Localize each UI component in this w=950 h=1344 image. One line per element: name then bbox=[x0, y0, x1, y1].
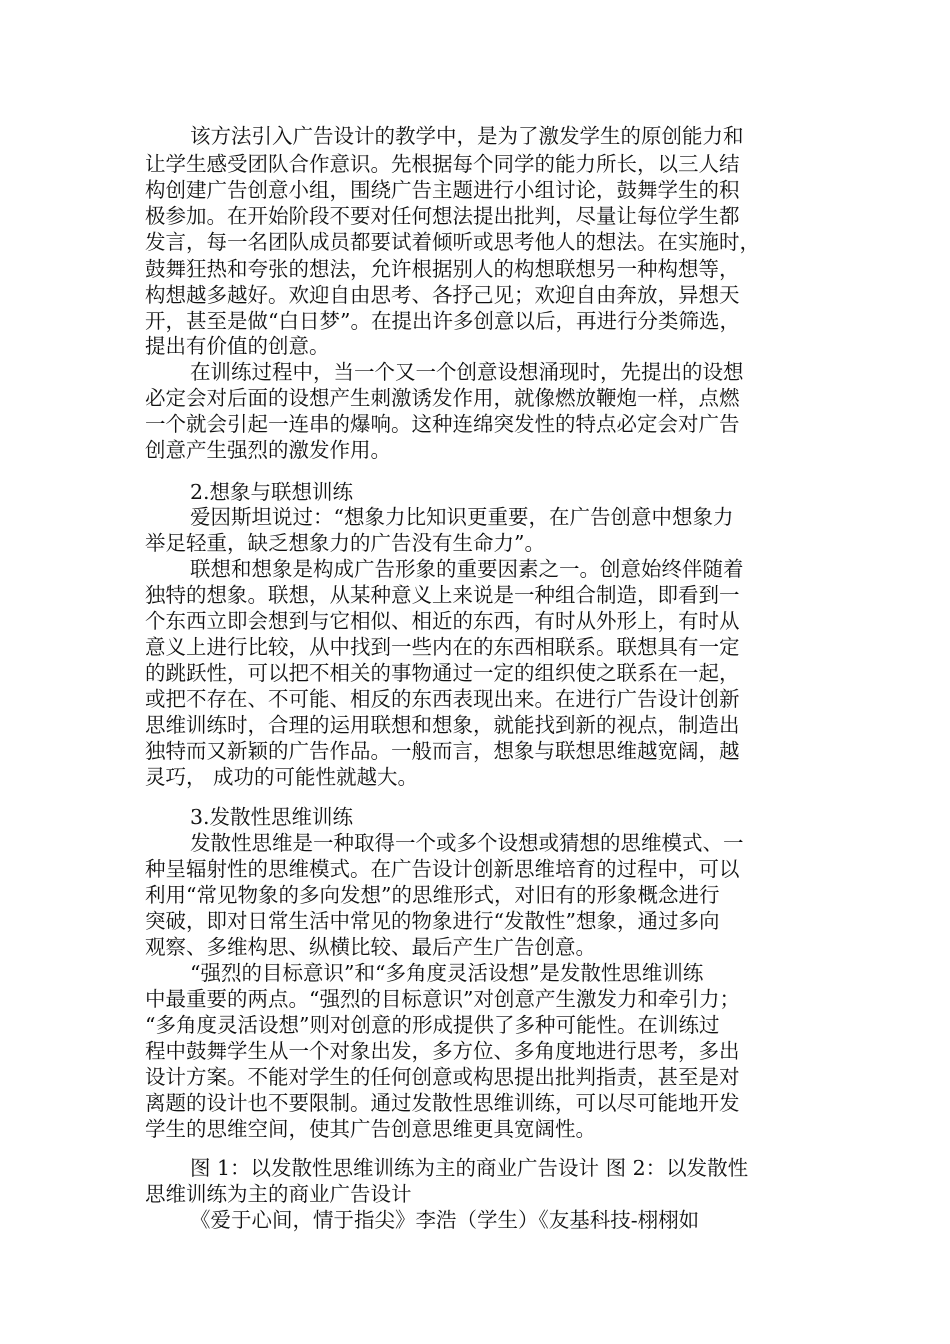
figure-caption: 《爱于心间，情于指尖》李浩（学生）《友基科技-栩栩如 bbox=[190, 1208, 700, 1232]
paragraph-line: 构创建广告创意小组，围绕广告主题进行小组讨论，鼓舞学生的积 bbox=[145, 178, 740, 202]
paragraph-line: 学生的思维空间，使其广告创意思维更具宽阔性。 bbox=[145, 1117, 596, 1141]
paragraph-line: 爱因斯坦说过：“想象力比知识更重要，在广告创意中想象力 bbox=[190, 505, 734, 529]
paragraph-line: 意义上进行比较，从中找到一些内在的东西相联系。联想具有一定 bbox=[145, 635, 740, 659]
section-heading: 2.想象与联想训练 bbox=[190, 480, 354, 504]
paragraph-line: 开，甚至是做“白日梦”。在提出许多创意以后，再进行分类筛选， bbox=[145, 309, 740, 333]
paragraph-line: 联想和想象是构成广告形象的重要因素之一。创意始终伴随着 bbox=[190, 557, 744, 581]
paragraph-line: 利用“常见物象的多向发想”的思维形式，对旧有的形象概念进行 bbox=[145, 883, 720, 907]
paragraph-line: 或把不存在、不可能、相反的东西表现出来。在进行广告设计创新 bbox=[145, 687, 740, 711]
figure-caption: 思维训练为主的商业广告设计 bbox=[145, 1182, 412, 1206]
paragraph-line: 个东西立即会想到与它相似、相近的东西，有时从外形上，有时从 bbox=[145, 609, 740, 633]
paragraph-line: 思维训练时，合理的运用联想和想象，就能找到新的视点，制造出 bbox=[145, 713, 740, 737]
paragraph-line: 发言，每一名团队成员都要试着倾听或思考他人的想法。在实施时， bbox=[145, 230, 760, 254]
paragraph-line: 离题的设计也不要限制。通过发散性思维训练，可以尽可能地开发 bbox=[145, 1091, 740, 1115]
paragraph-line: 突破，即对日常生活中常见的物象进行“发散性”想象，通过多向 bbox=[145, 909, 720, 933]
paragraph-line: 独特的想象。联想，从某种意义上来说是一种组合制造，即看到一 bbox=[145, 583, 740, 607]
paragraph-line: 提出有价值的创意。 bbox=[145, 334, 330, 358]
paragraph-line: 极参加。在开始阶段不要对任何想法提出批判，尽量让每位学生都 bbox=[145, 204, 740, 228]
paragraph-line: 构想越多越好。欢迎自由思考、各抒己见；欢迎自由奔放，异想天 bbox=[145, 283, 740, 307]
paragraph-line: 设计方案。不能对学生的任何创意或构思提出批判指责，甚至是对 bbox=[145, 1065, 740, 1089]
paragraph-line: 灵巧， 成功的可能性就越大。 bbox=[145, 765, 419, 789]
figure-caption: 图 1：以发散性思维训练为主的商业广告设计 图 2：以发散性 bbox=[190, 1156, 749, 1180]
paragraph-line: 鼓舞狂热和夸张的想法，允许根据别人的构想联想另一种构想等， bbox=[145, 257, 740, 281]
paragraph-line: “多角度灵活设想”则对创意的形成提供了多种可能性。在训练过 bbox=[145, 1013, 720, 1037]
paragraph-line: 发散性思维是一种取得一个或多个设想或猜想的思维模式、一 bbox=[190, 831, 744, 855]
paragraph-line: 程中鼓舞学生从一个对象出发，多方位、多角度地进行思考，多出 bbox=[145, 1039, 740, 1063]
paragraph-line: 创意产生强烈的激发作用。 bbox=[145, 438, 391, 462]
paragraph-line: 在训练过程中，当一个又一个创意设想涌现时，先提出的设想 bbox=[190, 360, 744, 384]
paragraph-line: 独特而又新颖的广告作品。一般而言，想象与联想思维越宽阔，越 bbox=[145, 739, 740, 763]
paragraph-line: 中最重要的两点。“强烈的目标意识”对创意产生激发力和牵引力； bbox=[145, 987, 740, 1011]
paragraph-line: “强烈的目标意识”和“多角度灵活设想”是发散性思维训练 bbox=[190, 961, 704, 985]
paragraph-line: 必定会对后面的设想产生刺激诱发作用，就像燃放鞭炮一样，点燃 bbox=[145, 386, 740, 410]
paragraph-line: 该方法引入广告设计的教学中，是为了激发学生的原创能力和 bbox=[190, 124, 744, 148]
paragraph-line: 举足轻重，缺乏想象力的广告没有生命力”。 bbox=[145, 531, 545, 555]
paragraph-line: 观察、多维构思、纵横比较、最后产生广告创意。 bbox=[145, 935, 596, 959]
paragraph-line: 的跳跃性，可以把不相关的事物通过一定的组织使之联系在一起， bbox=[145, 661, 740, 685]
paragraph-line: 让学生感受团队合作意识。先根据每个同学的能力所长，以三人结 bbox=[145, 152, 740, 176]
paragraph-line: 种呈辐射性的思维模式。在广告设计创新思维培育的过程中，可以 bbox=[145, 857, 740, 881]
section-heading: 3.发散性思维训练 bbox=[190, 805, 354, 829]
paragraph-line: 一个就会引起一连串的爆响。这种连绵突发性的特点必定会对广告 bbox=[145, 412, 740, 436]
